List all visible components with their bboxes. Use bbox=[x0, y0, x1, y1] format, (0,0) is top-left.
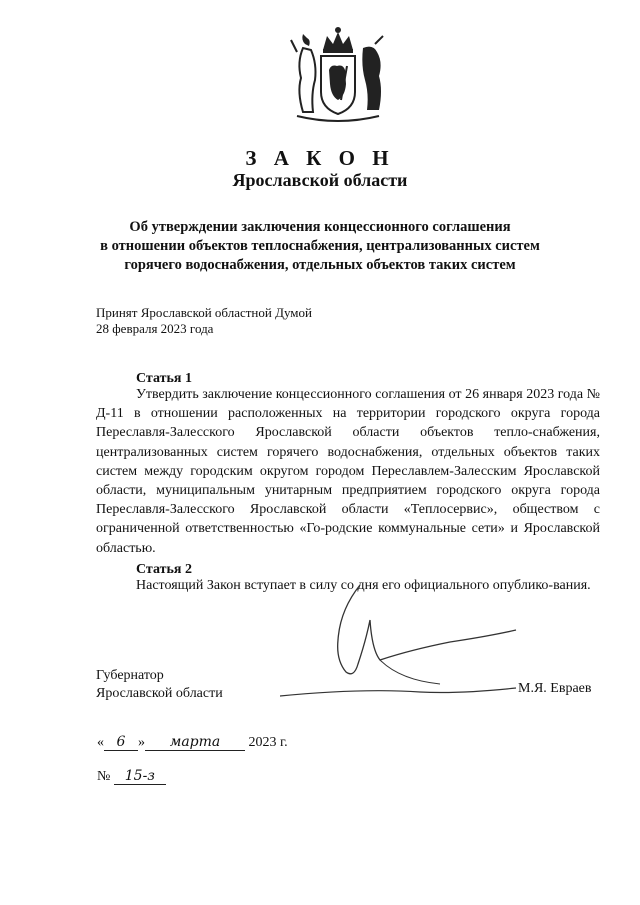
document-region: Ярославской области bbox=[232, 170, 408, 190]
handwritten-signature-icon bbox=[280, 580, 520, 705]
subject-line: Об утверждении заключения концессионного соглашения bbox=[129, 219, 511, 235]
signatory-position bbox=[96, 667, 223, 703]
article-1-heading: Статья 1 bbox=[136, 371, 192, 386]
number-label: № bbox=[97, 769, 111, 784]
article-2-text: Настоящий Закон вступает в силу со дня его официального опублико-вания. bbox=[136, 578, 591, 593]
subject-line: в отношении объектов теплоснабжения, централизованных систем bbox=[100, 238, 540, 254]
article-2-heading: Статья 2 bbox=[136, 562, 192, 577]
date-year: 2023 г. bbox=[248, 735, 288, 750]
law-number bbox=[97, 768, 166, 785]
position-title: Губернатор bbox=[96, 668, 164, 683]
subject-line: горячего водоснабжения, отдельных объектов таких систем bbox=[124, 257, 516, 273]
date-day: 6 bbox=[104, 734, 138, 751]
number-value: 15-з bbox=[114, 768, 166, 785]
article-1-text: Утвердить заключение концессионного соглашения от 26 января 2023 года № Д-11 в отношении расположенных на территории городского округа города Переславля-Залесского Ярославской области объектов тепло-снабжения, централизованных систем горячего водоснабжения, отдельных объектов таких систем между городским округом городом Переславлем-Залесским Ярославской области, муниципальным унитарным предприятием городского округа города Переславля-Залесского Ярославской области «Теплосервис», обществом с ограниченной ответственностью «Го-родские коммунальные сети» и Ярославской областью. bbox=[96, 387, 600, 556]
signing-date bbox=[97, 734, 288, 751]
adoption-date: 28 февраля 2023 года bbox=[96, 321, 214, 336]
coat-of-arms-icon bbox=[283, 22, 393, 124]
date-quote-open: « bbox=[97, 735, 104, 750]
adoption-note bbox=[96, 305, 312, 337]
law-subject bbox=[60, 218, 580, 275]
adoption-body: Принят Ярославской областной Думой bbox=[96, 305, 312, 320]
date-month: марта bbox=[145, 734, 245, 751]
position-region: Ярославской области bbox=[96, 686, 223, 701]
date-quote-close: » bbox=[138, 735, 145, 750]
document-title: З А К О Н bbox=[245, 146, 395, 170]
signatory-name: М.Я. Евраев bbox=[518, 681, 592, 696]
